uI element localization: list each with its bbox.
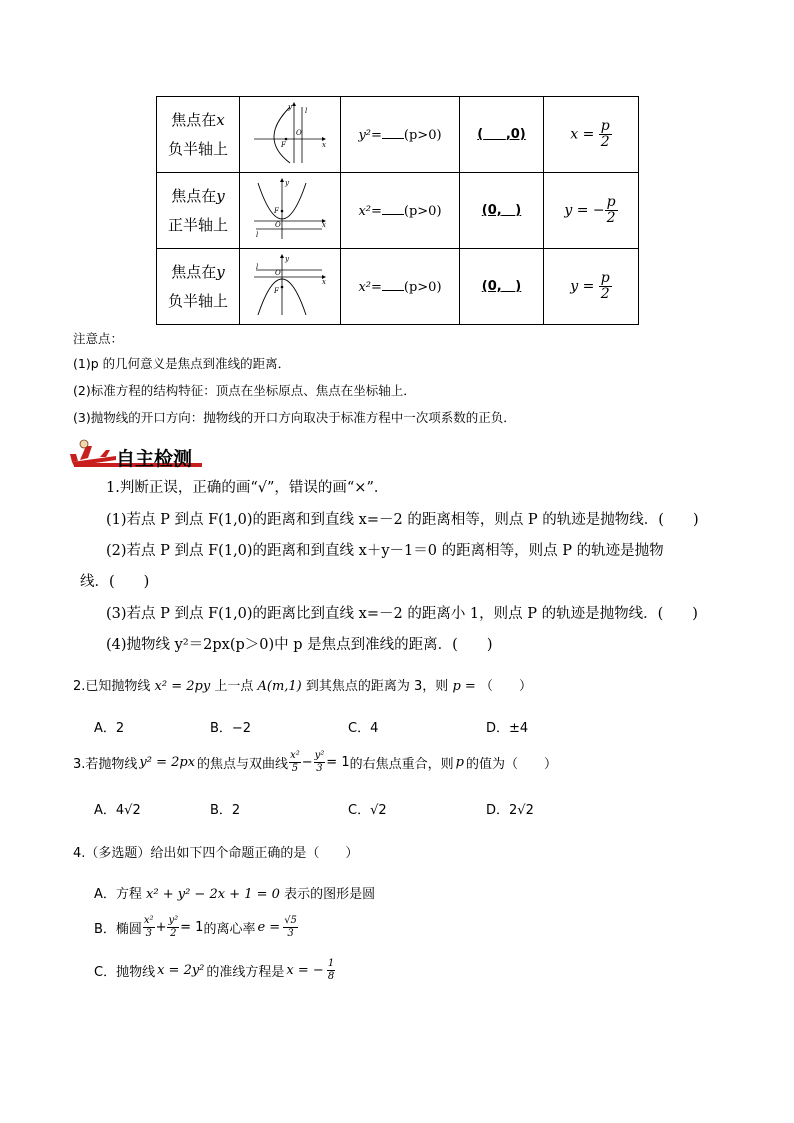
svg-text:l: l xyxy=(305,106,308,115)
svg-text:l: l xyxy=(256,230,259,239)
label-part: 负半轴上 xyxy=(167,291,228,310)
option-text: 的准线方程是 xyxy=(206,965,285,980)
frac-num: x² xyxy=(143,915,154,926)
option-text: 表示的图形是圆 xyxy=(284,887,376,902)
focus-blank[interactable] xyxy=(482,279,521,294)
label-part: 焦点在 xyxy=(171,110,217,129)
directrix-cell xyxy=(544,173,639,249)
option-text: C．抛物线 xyxy=(94,965,156,980)
option-a[interactable]: A．2 xyxy=(94,721,125,736)
frac-num: 1 xyxy=(327,958,335,969)
svg-text:O: O xyxy=(275,268,281,277)
q3-var: p xyxy=(455,755,464,770)
q4-stem: 4.（多选题）给出如下四个命题正确的是（ ） xyxy=(73,846,359,861)
q1-item: (3)若点 P 到点 F(1,0)的距离比到直线 x=－2 的距离小 1，则点 P 的轨迹是抛物线．( ) xyxy=(106,606,698,622)
q3-text: 的焦点与双曲线 xyxy=(197,757,289,772)
option-op: + xyxy=(155,920,167,935)
table-row xyxy=(157,249,639,325)
directrix-lhs: y = xyxy=(564,202,589,219)
option-b[interactable]: B．2 xyxy=(210,803,241,818)
graph-cell xyxy=(240,249,341,325)
frac-den: 2 xyxy=(170,928,177,939)
table-row xyxy=(157,173,639,249)
directrix-lhs: x = xyxy=(570,126,595,143)
q3-stem xyxy=(73,750,557,775)
q3-equation: y² = 2px xyxy=(139,755,196,770)
q1-item: (2)若点 P 到点 F(1,0)的距离和到直线 x＋y－1＝0 的距离相等，则点 P 的轨迹是抛物 xyxy=(106,543,664,559)
equation-cell xyxy=(341,97,460,173)
focus-cell xyxy=(460,249,544,325)
frac-num: p xyxy=(606,194,616,210)
svg-text:F: F xyxy=(281,140,286,149)
svg-text:y: y xyxy=(288,102,292,111)
row-label xyxy=(157,173,240,249)
label-var: x xyxy=(216,110,225,129)
parabola-table xyxy=(156,96,639,325)
q1-stem: 1.判断正误，正确的画“√”，错误的画“×”． xyxy=(106,480,389,496)
svg-text:O: O xyxy=(275,220,281,229)
frac-den: 2 xyxy=(600,286,610,302)
svg-text:x: x xyxy=(322,220,326,229)
frac-num: y² xyxy=(168,915,179,926)
q2-text: 上一点 xyxy=(214,679,254,694)
q2-stem xyxy=(73,675,532,694)
directrix-sign: − xyxy=(592,202,605,219)
frac-den: 3 xyxy=(316,763,323,774)
fraction xyxy=(143,915,155,940)
q4-option-a[interactable] xyxy=(94,883,375,902)
q3-text: 3.若抛物线 xyxy=(73,757,138,772)
answer-blank[interactable] xyxy=(382,126,404,139)
q4-option-b[interactable] xyxy=(94,915,299,940)
fraction xyxy=(314,750,326,775)
label-var: y xyxy=(216,262,225,281)
answer-blank[interactable] xyxy=(382,278,404,291)
equation-cell xyxy=(341,173,460,249)
fraction xyxy=(605,195,618,226)
focus-blank[interactable] xyxy=(477,127,526,142)
frac-den: 2 xyxy=(606,210,616,226)
q3-op: − xyxy=(301,755,313,770)
fraction xyxy=(327,958,335,983)
svg-text:F: F xyxy=(274,286,279,295)
option-c[interactable]: C．√2 xyxy=(348,803,387,818)
equation-cell xyxy=(341,249,460,325)
frac-den: 3 xyxy=(145,928,152,939)
row-label xyxy=(157,249,240,325)
svg-text:O: O xyxy=(296,128,302,137)
note-item: (2)标准方程的结构特征：顶点在坐标原点、焦点在坐标轴上． xyxy=(73,383,416,398)
q2-text: 到其焦点的距离为 3，则 xyxy=(305,679,449,694)
fraction xyxy=(599,271,612,302)
focus-open: (0, xyxy=(481,279,502,294)
label-var: y xyxy=(216,186,225,205)
focus-open: (0, xyxy=(481,203,502,218)
section-title: 自主检测 xyxy=(116,448,193,470)
focus-close: ) xyxy=(515,203,522,218)
q4-option-c[interactable] xyxy=(94,958,336,983)
fraction xyxy=(167,915,179,940)
option-equation: x = 2y² xyxy=(157,963,205,978)
q2-equation: x² = 2py xyxy=(154,679,211,694)
svg-text:x: x xyxy=(322,277,326,286)
eq-lhs: y²= xyxy=(358,128,382,143)
section-header xyxy=(70,436,210,472)
option-var: e = xyxy=(257,920,281,935)
option-a[interactable]: A．4√2 xyxy=(94,803,141,818)
fraction xyxy=(289,750,301,775)
frac-num: √5 xyxy=(284,915,297,926)
option-text: B．椭圆 xyxy=(94,922,142,937)
focus-blank[interactable] xyxy=(482,203,521,218)
q3-text: 的右焦点重合，则 xyxy=(349,757,454,772)
frac-num: y² xyxy=(314,750,325,761)
row-label xyxy=(157,97,240,173)
note-item: (1)p 的几何意义是焦点到准线的距离． xyxy=(73,356,291,371)
fraction xyxy=(283,915,298,940)
fraction xyxy=(599,119,612,150)
option-b[interactable]: B．−2 xyxy=(210,721,252,736)
focus-open: ( xyxy=(477,127,484,142)
q1-item: (1)若点 P 到点 F(1,0)的距离和到直线 x=－2 的距离相等，则点 P 的轨迹是抛物线．( ) xyxy=(106,512,699,528)
q2-point: A(m,1) xyxy=(257,679,302,694)
q2-text: 2.已知抛物线 xyxy=(73,679,151,694)
note-item: (3)抛物线的开口方向：抛物线的开口方向取决于标准方程中一次项系数的正负． xyxy=(73,410,516,425)
option-equation: x² + y² − 2x + 1 = 0 xyxy=(146,887,280,902)
focus-close: ,0) xyxy=(505,127,526,142)
svg-text:y: y xyxy=(285,254,289,263)
table-row xyxy=(157,97,639,173)
eq-cond: (p>0) xyxy=(403,128,442,143)
frac-den: 2 xyxy=(600,134,610,150)
focus-cell xyxy=(460,173,544,249)
label-part: 正半轴上 xyxy=(167,215,228,234)
frac-den: 3 xyxy=(287,928,294,939)
frac-num: x² xyxy=(290,750,300,761)
q1-item: 线．( ) xyxy=(80,574,150,590)
parabola-left-graph xyxy=(250,101,330,165)
answer-blank[interactable] xyxy=(382,202,404,215)
option-text: 的离心率 xyxy=(203,922,256,937)
directrix-cell xyxy=(544,97,639,173)
graph-cell xyxy=(240,173,341,249)
parabola-up-graph xyxy=(250,177,330,241)
svg-text:y: y xyxy=(285,178,289,187)
notes-heading: 注意点： xyxy=(73,331,124,346)
label-part: 焦点在 xyxy=(171,262,217,281)
svg-text:x: x xyxy=(322,140,326,149)
option-d[interactable]: D．2√2 xyxy=(486,803,534,818)
label-part: 焦点在 xyxy=(171,186,217,205)
eq-lhs: x²= xyxy=(358,204,382,219)
q2-var: p = xyxy=(452,679,476,694)
frac-den: 8 xyxy=(327,971,335,982)
q2-text: （ ） xyxy=(479,679,532,694)
frac-num: p xyxy=(600,118,610,134)
parabola-down-graph xyxy=(250,253,330,317)
focus-cell xyxy=(460,97,544,173)
directrix-cell xyxy=(544,249,639,325)
label-part: 负半轴上 xyxy=(167,139,228,158)
frac-den: 5 xyxy=(291,763,299,774)
eq-cond: (p>0) xyxy=(403,204,442,219)
q3-op: = 1 xyxy=(326,755,350,770)
svg-text:l: l xyxy=(256,262,259,271)
focus-close: ) xyxy=(515,279,522,294)
eq-lhs: x²= xyxy=(358,280,382,295)
q1-item: (4)抛物线 y²＝2px(p＞0)中 p 是焦点到准线的距离．( ) xyxy=(106,637,493,653)
option-d[interactable]: D．±4 xyxy=(486,721,529,736)
directrix-lhs: y = xyxy=(570,278,595,295)
option-op: = 1 xyxy=(180,920,204,935)
eq-cond: (p>0) xyxy=(403,280,442,295)
q3-text: 的值为（ ） xyxy=(465,757,557,772)
option-text: A．方程 xyxy=(94,887,142,902)
option-var: x = − xyxy=(286,963,324,978)
svg-text:F: F xyxy=(274,206,279,215)
frac-num: p xyxy=(600,270,610,286)
graph-cell xyxy=(240,97,341,173)
option-c[interactable]: C．4 xyxy=(348,721,379,736)
